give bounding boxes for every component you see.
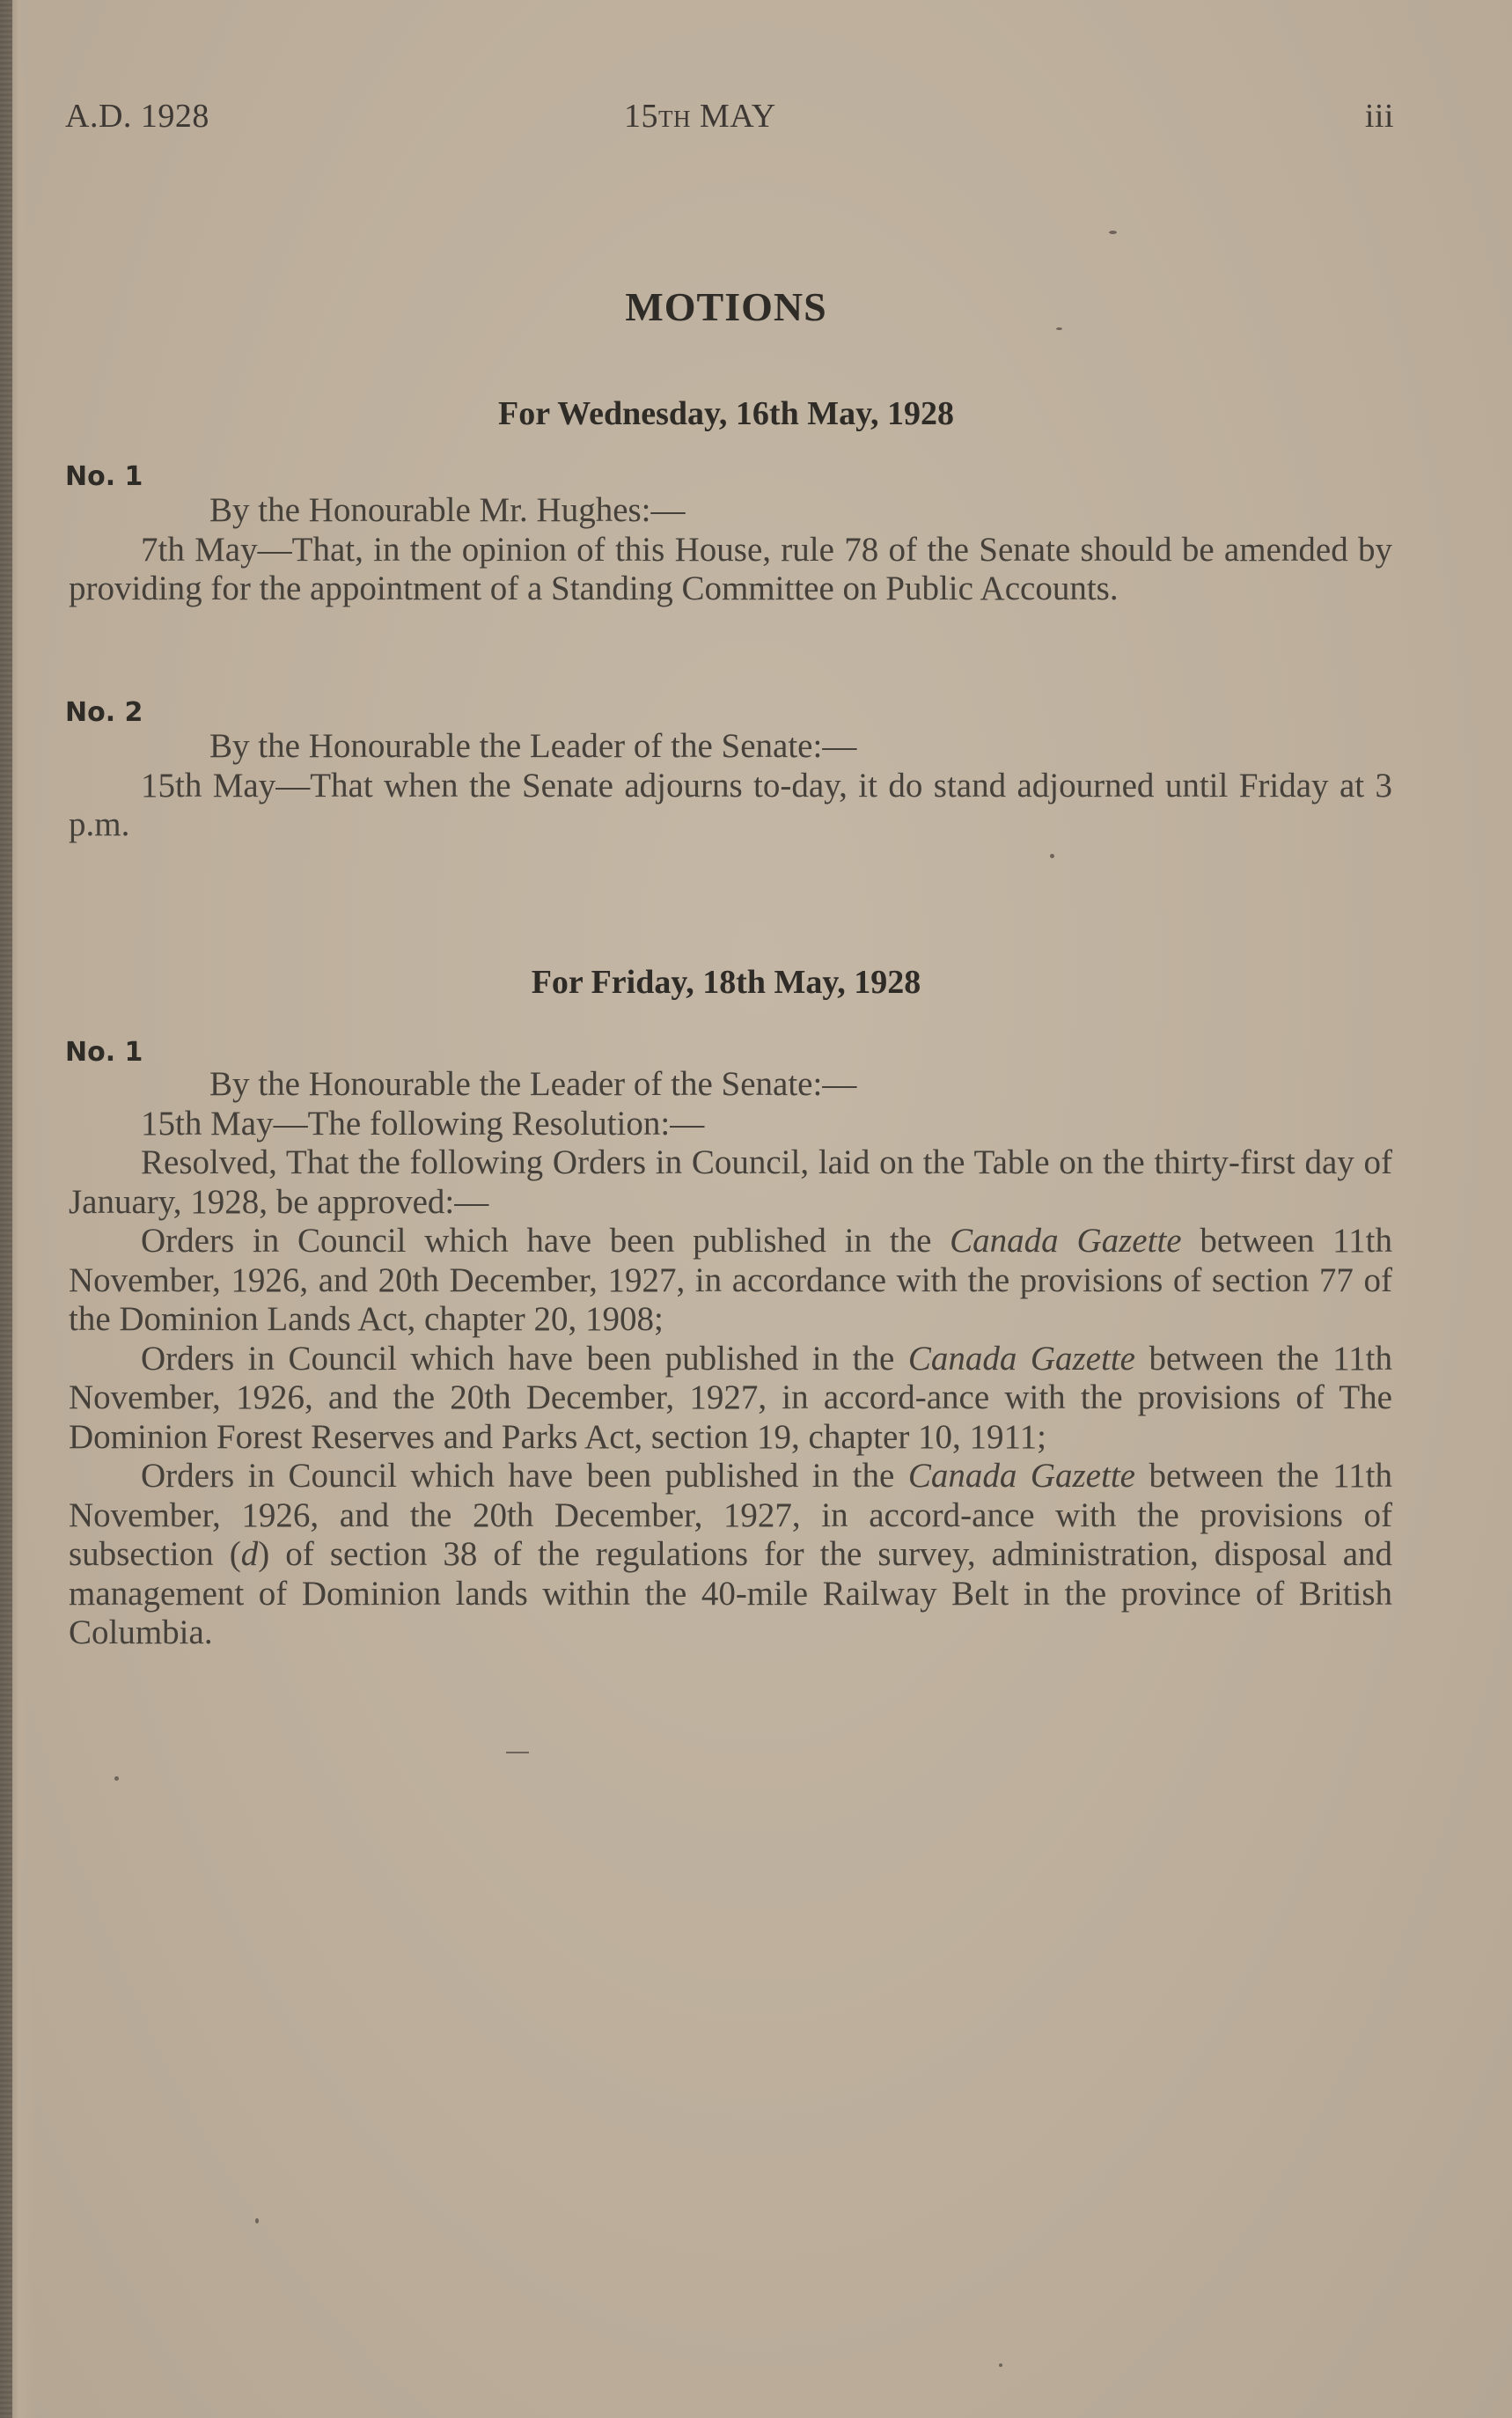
section-heading-friday: For Friday, 18th May, 1928: [531, 964, 921, 1001]
page-binding-edge: [0, 0, 12, 2418]
page-number: iii: [1364, 98, 1394, 135]
motion-text: 15th May—That when the Senate adjourns to-day, it do stand adjourned until Friday at 3 p.m.: [69, 766, 1392, 843]
order-paragraph: [69, 1340, 1392, 1458]
running-head-date: [624, 97, 776, 136]
paper-speck: [1056, 327, 1062, 330]
page-title: MOTIONS: [625, 284, 827, 329]
subsection-letter: d: [240, 1535, 259, 1573]
section-heading-wednesday: For Wednesday, 16th May, 1928: [498, 395, 954, 432]
running-head-month: MAY: [700, 98, 776, 135]
paper-speck: [114, 1776, 119, 1781]
gazette-title: Canada Gazette: [950, 1222, 1182, 1260]
order-paragraph: [69, 1222, 1392, 1340]
order-rest: between 11th November, 1926, and 20th December, 1927, in accordance with the provisions of section 77 of the Dominion Lands Act, chapter 20, 1908;: [69, 1222, 1392, 1338]
paper-speck: [506, 1752, 529, 1753]
motion-intro: 15th May—The following Resolution:—: [141, 1104, 705, 1143]
paper-speck: [255, 2218, 259, 2223]
motion-mover: By the Honourable the Leader of the Senate:—: [209, 1065, 857, 1103]
order-rest: between the 11th November, 1926, and the 20th December, 1927, in accord-ance with the provisions of subsection (: [69, 1457, 1393, 1573]
order-lead: Orders in Council which have been published in the: [141, 1222, 932, 1260]
gazette-title: Canada Gazette: [907, 1339, 1135, 1378]
paper-speck: [1050, 854, 1054, 858]
gazette-title: Canada Gazette: [907, 1457, 1135, 1495]
motion-number: No. 1: [65, 1037, 143, 1068]
motion-block: [69, 491, 1392, 609]
motion-block: [69, 727, 1392, 845]
paper-speck: [1109, 231, 1117, 234]
motion-text: 7th May—That, in the opinion of this House, rule 78 of the Senate should be amended by providing for the appointment of a Standing Committee on Public Accounts.: [69, 530, 1392, 607]
order-rest: between the 11th November, 1926, and the 20th December, 1927, in accord-ance with the provisions of The Dominion Forest Reserves and Parks Act, section 19, chapter 10, 1911;: [69, 1339, 1393, 1456]
resolution-text: Resolved, That the following Orders in Council, laid on the Table on the thirty-first day of January, 1928, be approved:—: [69, 1143, 1392, 1221]
order-rest: ) of section 38 of the regulations for the survey, administration, disposal and management of Dominion lands within the 40-mile Railway Belt in the province of British Columbia.: [69, 1535, 1392, 1651]
running-head-day: 15th: [624, 98, 691, 135]
running-head: [65, 97, 1394, 141]
running-head-year: A.D. 1928: [65, 98, 209, 135]
motion-number: No. 2: [65, 697, 143, 728]
paper-speck: [999, 2363, 1002, 2367]
motion-mover: By the Honourable Mr. Hughes:—: [209, 491, 686, 529]
order-paragraph: [69, 1457, 1392, 1653]
order-lead: Orders in Council which have been published in the: [141, 1457, 895, 1495]
motion-number: No. 1: [65, 461, 143, 492]
motion-mover: By the Honourable the Leader of the Senate:—: [209, 727, 857, 765]
order-lead: Orders in Council which have been published in the: [141, 1339, 895, 1378]
motion-block: [69, 1065, 1392, 1653]
